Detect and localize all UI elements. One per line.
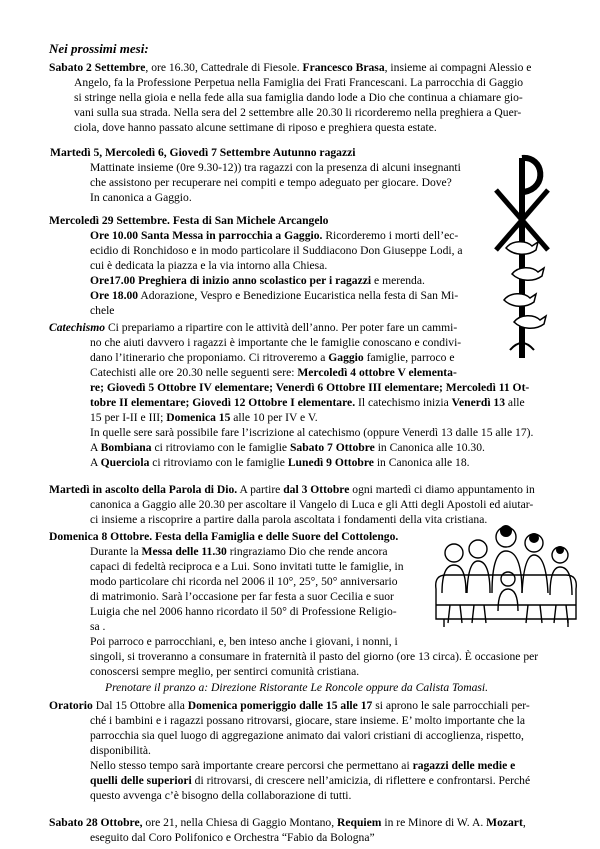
text-line: capaci di fedeltà reciproca e a Lui. Sono invitati tutte le famiglie, in: [90, 560, 404, 573]
text-line: Prenotare il pranzo a: Direzione Ristorante Le Roncole oppure da Calista Tomasi.: [105, 681, 489, 694]
text-line: vani sulla sua strada. Nella sera del 2 settembre alle 20.30 li ricorderemo nella preghiera a Quer-: [74, 106, 522, 119]
chi-rho-doves-illustration: [492, 150, 552, 360]
text-line: ci insieme a riscoprire a partire dalla parola ascoltata i fondamenti della vita cristiana.: [90, 513, 488, 526]
text-line: conoscersi sempre meglio, per sentirci comunità cristiana.: [90, 665, 360, 678]
page-heading: Nei prossimi mesi:: [49, 41, 149, 56]
text-line: A Querciola ci ritroviamo con le famiglie Lunedì 9 Ottobre in Canonica alle 18.: [90, 456, 470, 469]
section-title: Martedì 5, Mercoledì 6, Giovedì 7 Settembre Autunno ragazzi: [50, 146, 356, 159]
text-line: chele: [90, 304, 115, 317]
text-line: cui è dedicata la piazza e la via intorno alla Chiesa.: [90, 259, 328, 272]
text-line: Catechisti alle ore 20.30 nelle seguenti sere: Mercoledì 4 ottobre V elementa-: [90, 366, 457, 379]
text-line: Ore 10.00 Santa Messa in parrocchia a Gaggio. Ricorderemo i morti dell’ec-: [90, 229, 459, 242]
text-line: Angelo, fa la Professione Perpetua nella Famiglia dei Frati Francescani. La parrocchia di Gaggio: [74, 76, 524, 89]
text-line: Durante la Messa delle 11.30 ringraziamo Dio che rende ancora: [90, 545, 388, 558]
text-line: 15 per I-II e III; Domenica 15 alle 10 per IV e V.: [90, 411, 318, 424]
text-line: Oratorio Dal 15 Ottobre alla Domenica pomeriggio dalle 15 alle 17 si aprono le sale parrocchiali per-: [49, 699, 530, 712]
text-line: ecidio di Ronchidoso e in modo particolare il Suddiacono Don Giuseppe Lodi, a: [90, 244, 463, 257]
text-line: questo avvenga c’è bisogno della collaborazione di tutti.: [90, 789, 352, 802]
text-line: Ore17.00 Preghiera di inizio anno scolastico per i ragazzi e merenda.: [90, 274, 425, 287]
text-line: eseguito dal Coro Polifonico e Orchestra “Fabio da Bologna”: [90, 831, 375, 844]
text-line: canonica a Gaggio alle 20.30 per ascoltare il Vangelo di Luca e gli Atti degli Apostoli ed aiutar-: [90, 498, 534, 511]
section-title: Mercoledì 29 Settembre. Festa di San Michele Arcangelo: [49, 214, 329, 227]
text-line: di matrimonio. Sarà l’occasione per far festa a suor Cecilia e suor: [90, 590, 394, 603]
text-line: che assistono per recuperare nei compiti e tempo adeguato per giocare. Dove?: [90, 176, 452, 189]
text-line: parrocchia sia quel luogo di aggregazione animato dai valori cristiani di accoglienza, rispetto,: [90, 729, 524, 742]
text-line: no che aiuti davvero i ragazzi è importante che le famiglie conoscano e condivi-: [90, 336, 462, 349]
text-line: Sabato 2 Settembre, ore 16.30, Cattedrale di Fiesole. Francesco Brasa, insieme ai compagni Alessio e: [49, 61, 532, 74]
text-line: Mattinate insieme (0re 9.30-12)) tra ragazzi con la presenza di alcuni insegnanti: [90, 161, 461, 174]
text-line: ciola, dove hanno passato alcune settimane di riposo e preghiera questa estate.: [74, 121, 437, 134]
text-line: Luigia che nel 2006 hanno ricordato il 50° di Professione Religio-: [90, 605, 397, 618]
text-line: ché i bambini e i ragazzi possano ritrovarsi, giocare, stare insieme. E’ molto importante che la: [90, 714, 526, 727]
text-line: A Bombiana ci ritroviamo con le famiglie Sabato 7 Ottobre in Canonica alle 10.30.: [90, 441, 485, 454]
text-line: Nello stesso tempo sarà importante creare percorsi che permettano ai ragazzi delle medie e: [90, 759, 516, 772]
family-illustration: [430, 519, 582, 631]
text-line: re; Giovedì 5 Ottobre IV elementare; Venerdì 6 Ottobre III elementare; Mercoledì 11 Ot-: [90, 381, 530, 394]
text-line: tobre II elementare; Giovedì 12 Ottobre I elementare. Il catechismo inizia Venerdì 13 alle: [90, 396, 525, 409]
text-line: sa .: [90, 620, 106, 633]
text-line: Ore 18.00 Adorazione, Vespro e Benedizione Eucaristica nella festa di San Mi-: [90, 289, 459, 302]
text-line: disponibilità.: [90, 744, 151, 757]
text-line: singoli, si troveranno a consumare in fraternità il pasto del giorno (ore 13 circa). È occasione per: [90, 650, 539, 663]
text-line: Martedì in ascolto della Parola di Dio. A partire dal 3 Ottobre ogni martedì ci diamo appuntamento in: [49, 483, 535, 496]
text-line: Catechismo Ci prepariamo a ripartire con le attività dell’anno. Per poter fare un cammi-: [49, 321, 458, 334]
text-line: dano l’itinerario che proponiamo. Ci ritroveremo a Gaggio famiglie, parroco e: [90, 351, 455, 364]
text-line: si stringe nella gioia e nella fede alla sua famiglia dando lode a Dio che continua a chiamare gio-: [74, 91, 523, 104]
text-line: Poi parroco e parrocchiani, e, ben inteso anche i giovani, i nonni, i: [90, 635, 398, 648]
section-title: Domenica 8 Ottobre. Festa della Famiglia e delle Suore del Cottolengo.: [49, 530, 399, 543]
text-line: In quelle sere sarà possibile fare l’iscrizione al catechismo (oppure Venerdì 13 dalle 15 alle 17).: [90, 426, 534, 439]
text-line: Sabato 28 Ottobre, ore 21, nella Chiesa di Gaggio Montano, Requiem in re Minore di W. A. Mozart,: [49, 816, 526, 829]
text-line: modo particolare chi ricorda nel 2006 il 10°, 25°, 50° anniversario: [90, 575, 398, 588]
text-line: In canonica a Gaggio.: [90, 191, 192, 204]
text-line: quelli delle superiori di ritrovarsi, di crescere nell’amicizia, di riflettere e confrontarsi. Perché: [90, 774, 531, 787]
